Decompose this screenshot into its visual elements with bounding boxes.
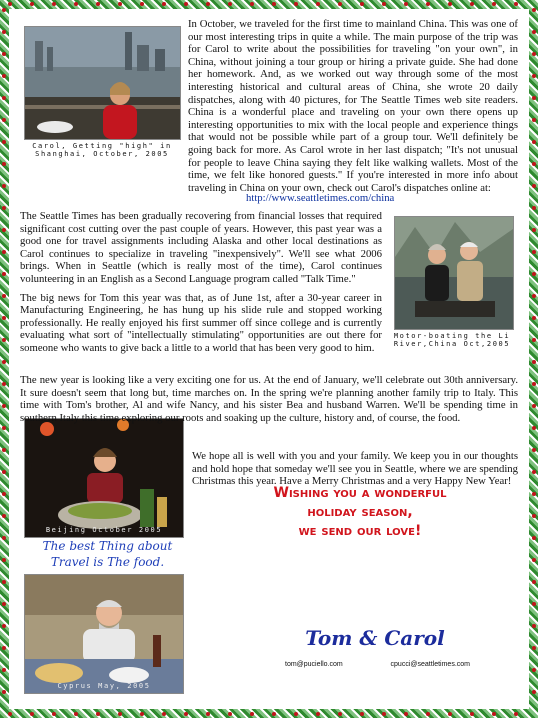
holly-berry [2,338,6,342]
holly-berry [52,712,56,716]
holly-berry [2,52,6,56]
holly-berry [2,514,6,518]
holly-berry [294,2,298,6]
holly-berry [2,382,6,386]
holly-berry [118,2,122,6]
email-carol: cpucci@seattletimes.com [390,661,470,668]
holly-berry [470,2,474,6]
holly-berry [294,712,298,716]
holly-berry [532,206,536,210]
holly-berry [532,360,536,364]
paragraph-wishes: We hope all is well with you and your family. We keep you in our thoughts and hold hope that someday we'll see you in Seattle, where we are spending Christmas this year. Have a Merry Christmas and a very Happy New Year! [192,450,518,488]
holly-berry [532,514,536,518]
greeting-line-1: Wishing you a wonderful [273,485,447,501]
holly-berry [2,404,6,408]
holly-berry [514,712,518,716]
holly-berry [360,2,364,6]
holly-berry [140,2,144,6]
holly-berry [532,668,536,672]
holly-berry [206,2,210,6]
holly-berry [2,668,6,672]
holiday-greeting [230,484,490,541]
holly-berry [532,580,536,584]
email-tom: tom@puciello.com [285,661,343,668]
holly-berry [532,646,536,650]
holly-berry [532,448,536,452]
holly-berry [2,162,6,166]
holly-berry [532,74,536,78]
holly-berry [514,2,518,6]
holly-berry [2,492,6,496]
holly-berry [250,2,254,6]
photo-shanghai [24,26,181,140]
holly-berry [470,712,474,716]
holly-berry [2,690,6,694]
holly-berry [2,536,6,540]
holly-berry [448,2,452,6]
holly-berry [96,712,100,716]
caption-cyprus: Cyprus May, 2005 [57,682,151,690]
holly-berry [30,2,34,6]
holly-berry [8,2,12,6]
holly-berry [2,470,6,474]
holly-berry [532,140,536,144]
holly-berry [382,2,386,6]
holly-berry [532,492,536,496]
caption-li-river: Motor-boating the Li River,China Oct,2005 [393,332,511,348]
letter-content [20,18,518,698]
holly-berry [184,712,188,716]
holly-berry [2,184,6,188]
dispatches-link[interactable]: http://www.seattletimes.com/china [246,192,395,204]
photo-li-river [394,216,514,330]
holly-berry [162,2,166,6]
holly-berry [532,382,536,386]
paragraph-tom-news: The big news for Tom this year was that, as of June 1st, after a 30-year career in Manufacturing Engineering, he has hung up his slide rule and stopped working professionally. He really enjoyed his first summer off since college and is currently evaluating what sort of "intellectually stimulating" opportunities are out there for someone who wants to give back a little to a world that has been very good to him. [20,291,382,354]
holly-berry [162,712,166,716]
holly-berry [30,712,34,716]
holly-berry [96,2,100,6]
paragraph-seattle-times: The Seattle Times has been gradually recovering from financial losses that required significant cost cutting over the past couple of years. However, this past year was a good one for travel assignments including Alaska and other local destinations as Carol continues to specialize in traveling "inexpensively". We'll see what 2006 brings. When in Seattle (which is really most of the time), Carol continues volunteering in an English as a Second Language program called "Talk Time." The big news for Tom this year was that, as of June 1st, after a 30-year career in Manufacturing Engineering, he has hung up his slide rule and stopped working professionally. He really enjoyed his first summer off since college and is currently evaluating what sort of "intellectually stimulating" opportunities are out there for someone who wants to give back a little to a world that has been very good to him. [20,210,382,354]
holly-berry [426,712,430,716]
holly-berry [2,646,6,650]
holly-berry [140,712,144,716]
holly-berry [2,118,6,122]
holly-berry [2,250,6,254]
paragraph-china-trip [188,18,518,194]
holly-berry [532,470,536,474]
holly-berry [272,2,276,6]
holly-berry [2,228,6,232]
holly-berry [2,140,6,144]
holly-berry [2,360,6,364]
holly-berry [360,712,364,716]
holly-berry [2,8,6,12]
holly-berry [2,96,6,100]
holly-berry [532,404,536,408]
holly-berry [532,272,536,276]
holly-berry [316,712,320,716]
holly-berry [448,712,452,716]
holly-berry [2,580,6,584]
paragraph-new-year: The new year is looking like a very exciting one for us. At the end of January, we'll celebrate out 30th anniversary. It sure doesn't seem that long but, time marches on. In the spring we're planning another family trip to Italy. This time with Tom's brother, Al and wife Nancy, and his sister Bea and husband Warren. We'll be spending time in southern Italy this time exploring our roots and soaking up the culture, history and, of course, the food. [20,374,518,424]
greeting-line-3: we send our love! [298,523,422,539]
holly-berry [74,712,78,716]
paragraph-china-text: In October, we traveled for the first time to mainland China. This was one of our most interesting trips in quite a while. The main purpose of the trip was for Carol to write about the possibilities for traveling "on your own", in China, without joining a tour group or hiring a private guide. She had done her homework. And, as we worked out way through some of the most interesting historical and cultural areas of China, she wrote 20 daily dispatches, along with 40 pictures, for The Seattle Times web site readers. China is a wonderful place and traveling on your own there opens up interesting opportunities to mix with the local people and experience things that would not be possible while part of a group tour. We'll definitely be going back for more. As Carol wrote in her last dispatch; "It's not unusual for people to leave China saying they felt like walking wallets. Most of the time, we felt like honored guests." If you're interested in more info about traveling in China on your own, check out Carol's dispatches online at: [188,18,518,194]
holly-berry [532,602,536,606]
holly-berry [492,2,496,6]
holly-berry [338,712,342,716]
signature: Tom & Carol [305,626,445,650]
holly-berry [532,30,536,34]
holly-berry [52,2,56,6]
holly-berry [250,712,254,716]
holly-berry [2,206,6,210]
holly-berry [532,316,536,320]
holly-berry [2,448,6,452]
holly-berry [2,558,6,562]
holly-berry [316,2,320,6]
holly-berry [74,2,78,6]
holly-berry [404,2,408,6]
caption-shanghai: Carol, Getting "high" in Shanghai, October, 2005 [32,142,172,158]
holly-berry [532,294,536,298]
holly-berry [532,426,536,430]
holly-berry [2,624,6,628]
holly-berry [426,2,430,6]
holly-berry [382,712,386,716]
holly-berry [2,602,6,606]
holly-berry [532,52,536,56]
email-addresses [285,659,470,672]
holly-berry [118,712,122,716]
holly-berry [2,30,6,34]
holly-berry [228,2,232,6]
holly-berry [2,426,6,430]
holly-berry [492,712,496,716]
handwritten-food-note: The best Thing about Travel is The food. [42,539,173,569]
holly-berry [532,338,536,342]
holly-berry [532,624,536,628]
holly-berry [206,712,210,716]
holly-berry [532,96,536,100]
holly-berry [532,250,536,254]
greeting-line-2: holiday season, [307,504,413,520]
holly-berry [2,74,6,78]
holly-berry [532,8,536,12]
holly-berry [2,272,6,276]
holly-berry [272,712,276,716]
holly-berry [532,184,536,188]
holly-berry [532,228,536,232]
photo-cyprus [24,574,184,694]
holly-berry [532,536,536,540]
holly-berry [532,690,536,694]
photo-beijing [24,418,184,538]
holly-berry [228,712,232,716]
holly-berry [532,558,536,562]
holly-berry [404,712,408,716]
holly-berry [8,712,12,716]
holly-berry [2,294,6,298]
caption-beijing: Beijing October 2005 [45,526,163,534]
holly-berry [532,118,536,122]
holly-berry [338,2,342,6]
holly-berry [532,162,536,166]
holly-berry [184,2,188,6]
holly-berry [2,316,6,320]
